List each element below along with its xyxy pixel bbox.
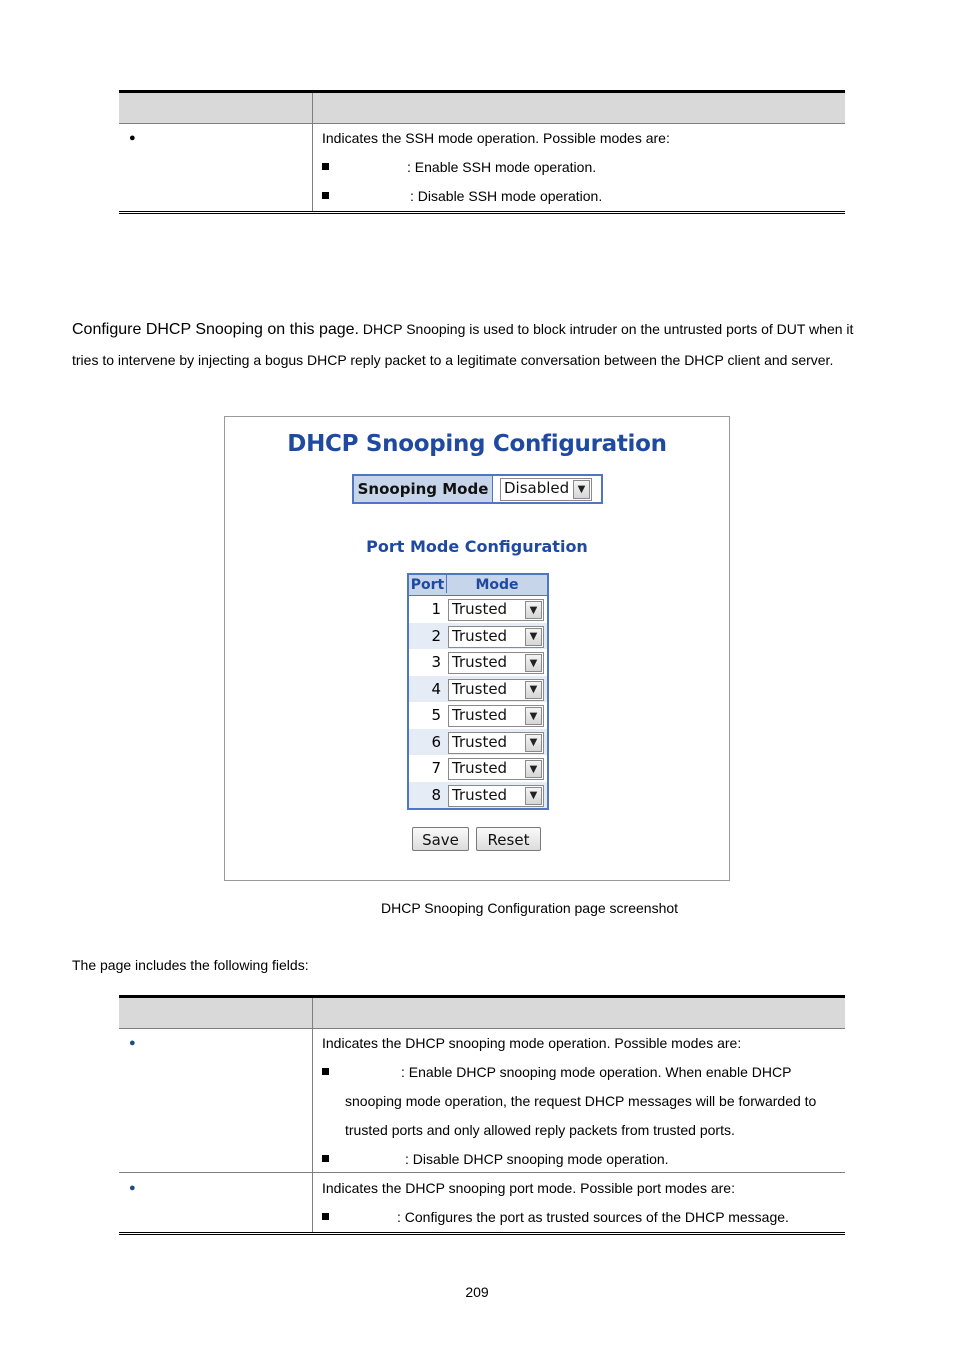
snooping-mode-select[interactable] [500, 478, 592, 501]
row-divider [119, 1172, 845, 1173]
port-mode-select[interactable] [448, 758, 544, 780]
port-mode-section-title: Port Mode Configuration [366, 537, 588, 556]
mode-column-header: Mode [475, 577, 519, 593]
port-number: 5 [431, 706, 441, 724]
ssh-mode-description: Indicates the SSH mode operation. Possible modes are: [322, 130, 670, 146]
table-row [409, 782, 547, 809]
chevron-down-icon[interactable]: ▼ [525, 681, 542, 699]
port-mode-value: Trusted [452, 759, 508, 777]
ssh-disable-description: : Disable SSH mode operation. [410, 188, 603, 204]
save-button[interactable]: Save [412, 827, 469, 851]
table-header-row [119, 93, 845, 124]
chevron-down-icon[interactable]: ▼ [525, 760, 542, 778]
ssh-enable-description: : Enable SSH mode operation. [407, 159, 597, 175]
port-number: 8 [431, 785, 441, 804]
square-bullet-icon [322, 163, 329, 170]
port-trusted-description: : Configures the port as trusted sources of the DHCP message. [397, 1209, 789, 1225]
chevron-down-icon[interactable]: ▼ [525, 787, 542, 805]
port-column-header: Port [409, 575, 447, 593]
intro-rest: DHCP Snooping is used to block intruder on the untrusted ports of DUT when it [359, 321, 854, 337]
chevron-down-icon[interactable]: ▼ [525, 628, 542, 646]
fields-intro: The page includes the following fields: [72, 957, 309, 973]
intro-paragraph-line1 [72, 321, 853, 339]
port-mode-value: Trusted [452, 626, 508, 645]
snooping-enable-line2: snooping mode operation, the request DHCP messages will be forwarded to [345, 1093, 817, 1109]
table-row [409, 755, 547, 782]
snooping-enable-line3: trusted ports and only allowed reply packets from trusted ports. [345, 1122, 735, 1138]
column-divider [312, 998, 313, 1232]
bullet-icon: ● [129, 1182, 136, 1194]
port-mode-value: Trusted [452, 679, 508, 698]
square-bullet-icon [322, 1213, 329, 1220]
snooping-mode-label: Snooping Mode [354, 476, 493, 502]
column-divider [312, 93, 313, 212]
chevron-down-icon[interactable]: ▼ [525, 734, 542, 752]
port-mode-value: Trusted [452, 600, 508, 618]
ssh-fields-table [119, 90, 845, 216]
port-mode-select[interactable] [448, 679, 544, 701]
port-mode-select[interactable] [448, 785, 544, 807]
chevron-down-icon[interactable]: ▼ [525, 601, 542, 619]
port-mode-value: Trusted [452, 706, 508, 724]
port-mode-value: Trusted [452, 653, 508, 671]
snooping-enable-line1: : Enable DHCP snooping mode operation. When enable DHCP [401, 1064, 792, 1080]
square-bullet-icon [322, 1068, 329, 1075]
square-bullet-icon [322, 192, 329, 199]
intro-lead: Configure DHCP Snooping on this page. [72, 321, 359, 338]
port-mode-description: Indicates the DHCP snooping port mode. Possible port modes are: [322, 1180, 735, 1196]
port-number: 2 [431, 626, 441, 645]
port-number: 7 [431, 759, 441, 777]
table-bottom-rule [119, 1232, 845, 1235]
chevron-down-icon[interactable]: ▼ [525, 654, 542, 672]
chevron-down-icon[interactable]: ▼ [525, 707, 542, 725]
intro-paragraph-line2: tries to intervene by injecting a bogus DHCP reply packet to a legitimate conversation between the DHCP client and server. [72, 352, 834, 368]
port-mode-select[interactable] [448, 599, 544, 621]
page-title: DHCP Snooping Configuration [287, 431, 667, 457]
port-mode-select[interactable] [448, 732, 544, 754]
port-number: 4 [431, 679, 441, 698]
table-row [409, 676, 547, 703]
table-row [409, 596, 547, 623]
port-mode-value: Trusted [452, 785, 508, 804]
snooping-disable-description: : Disable DHCP snooping mode operation. [405, 1151, 669, 1167]
table-header-row [119, 998, 845, 1029]
table-row [409, 702, 547, 729]
square-bullet-icon [322, 1155, 329, 1162]
table-row [409, 649, 547, 676]
dhcp-fields-table [119, 995, 845, 1240]
table-bottom-rule [119, 211, 845, 214]
dhcp-snooping-screenshot [224, 416, 730, 881]
snooping-mode-value: Disabled [504, 479, 570, 497]
figure-caption: DHCP Snooping Configuration page screenshot [381, 900, 679, 916]
table-row [409, 729, 547, 756]
port-mode-select[interactable] [448, 652, 544, 674]
port-number: 1 [431, 600, 441, 618]
snooping-mode-row [352, 474, 603, 504]
port-table-header [409, 575, 547, 596]
bullet-icon: ● [129, 1037, 136, 1049]
table-row [409, 623, 547, 650]
port-mode-select[interactable] [448, 705, 544, 727]
chevron-down-icon[interactable]: ▼ [573, 480, 590, 499]
bullet-icon: ● [129, 132, 136, 144]
port-mode-select[interactable] [448, 626, 544, 648]
reset-button[interactable]: Reset [476, 827, 541, 851]
port-number: 6 [431, 732, 441, 751]
snooping-mode-description: Indicates the DHCP snooping mode operation. Possible modes are: [322, 1035, 742, 1051]
page-number: 209 [465, 1284, 489, 1300]
port-number: 3 [431, 653, 441, 671]
port-mode-table [407, 573, 549, 810]
port-mode-value: Trusted [452, 732, 508, 751]
